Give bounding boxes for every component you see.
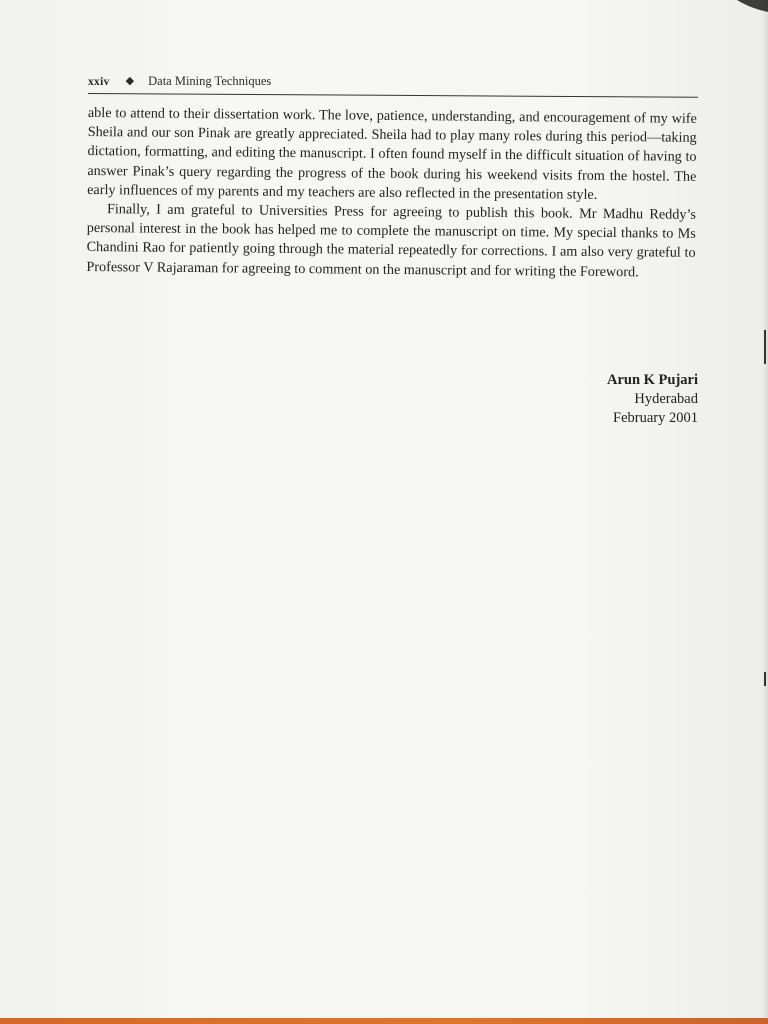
book-title: Data Mining Techniques bbox=[148, 74, 272, 88]
page-edge-shadow bbox=[762, 0, 768, 1024]
signature-date: February 2001 bbox=[613, 410, 698, 426]
page-bottom-edge bbox=[0, 1018, 768, 1024]
paragraph-acknowledgements: Finally, I am grateful to Universities Press for agreeing to publish this book. Mr Madhu Reddy’s personal interest in the book has helped me to complete the manuscript on time. My special thanks to Ms Chandini Rao for patiently going through the material repeatedly for corrections. I am also very grateful to Professor V Rajaraman for agreeing to comment on the manuscript and for writing the Foreword. bbox=[86, 201, 697, 280]
signature-block bbox=[498, 371, 698, 428]
body-text bbox=[86, 104, 697, 283]
page-number: xxiv bbox=[88, 76, 110, 88]
paragraph-continued: able to attend to their dissertation work. The love, patience, understanding, and encouragement of my wife Sheila and our son Pinak are greatly appreciated. Sheila had to play many roles during this period—taking dictation, formatting, and editing the manuscript. I often found myself in the difficult situation of having to answer Pinak’s query regarding the progress of the book during his weekend visits from the hostel. The early influences of my parents and my teachers are also reflected in the presentation style. bbox=[87, 104, 697, 203]
corner-shadow bbox=[714, 0, 768, 23]
running-head bbox=[88, 74, 698, 94]
signature-place: Hyderabad bbox=[634, 391, 698, 407]
diamond-icon: ◆ bbox=[125, 75, 135, 87]
author-name: Arun K Pujari bbox=[606, 372, 698, 388]
margin-mark bbox=[764, 672, 766, 686]
margin-mark bbox=[764, 330, 766, 364]
